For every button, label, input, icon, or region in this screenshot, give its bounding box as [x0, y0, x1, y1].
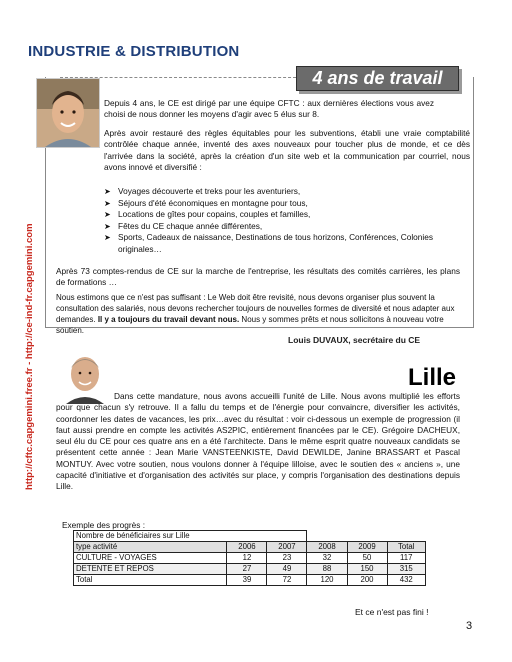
signature: Louis DUVAUX, secrétaire du CE: [288, 335, 421, 345]
table-header-cell: 2008: [307, 542, 347, 553]
list-item: [104, 198, 470, 210]
arrow-bullet-icon: ➤: [104, 221, 111, 231]
paragraph-emphasis: Il y a toujours du travail devant nous.: [95, 315, 240, 324]
portrait-man-icon: [37, 79, 99, 147]
table-cell: 200: [347, 575, 387, 586]
table-cell: 432: [387, 575, 425, 586]
list-item: [104, 209, 470, 221]
table-cell: 32: [307, 553, 347, 564]
table-cell: 315: [387, 564, 425, 575]
photo-author: [36, 78, 100, 148]
table-cell: Total: [74, 575, 227, 586]
table-cell: 88: [307, 564, 347, 575]
arrow-bullet-icon: ➤: [104, 198, 111, 208]
table-cell: 23: [267, 553, 307, 564]
paragraph-text-end: Nous y sommes prêts et nous sollicitons à nouveau votre soutien.: [56, 315, 444, 335]
table-cell: 49: [267, 564, 307, 575]
table-header-cell: 2009: [347, 542, 387, 553]
table-cell: 150: [347, 564, 387, 575]
table-total-row: [74, 575, 426, 586]
list-item-text: Sports, Cadeaux de naissance, Destinations de tous horizons, Conférences, Colonies originales…: [118, 232, 434, 254]
table-header-row: [74, 542, 426, 553]
body-paragraph-1: Après avoir restauré des règles équitables pour les subventions, établi une vraie comptabilité contrôlée chaque année, inventé des axes nouveaux pour toucher plus de monde, et ce dès l'arrivée dans la société, après la création d'un site web et la communication par courriel, nous avons innové et diversifié :: [104, 128, 470, 172]
arrow-bullet-icon: ➤: [104, 187, 111, 196]
closing-note: Et ce n'est pas fini !: [355, 607, 429, 617]
list-item-text: Fêtes du CE chaque année différentes,: [118, 220, 263, 231]
arrow-bullet-icon: ➤: [104, 210, 111, 219]
table-caption: Nombre de bénéficiaires sur Lille: [74, 531, 307, 542]
table-row: [74, 564, 426, 575]
page-number: 3: [466, 620, 473, 632]
table-cell: DETENTE ET REPOS: [74, 564, 227, 575]
badge-four-years: 4 ans de travail: [296, 66, 459, 91]
table-cell: 72: [267, 575, 307, 586]
table-cell: CULTURE - VOYAGES: [74, 553, 227, 564]
arrow-bullet-icon: ➤: [104, 233, 111, 242]
lille-title: Lille: [408, 364, 457, 391]
table-header-cell: 2007: [267, 542, 307, 553]
table-cell: 120: [307, 575, 347, 586]
body-paragraph-2: Après 73 comptes-rendus de CE sur la marche de l'entreprise, les résultats des comités carrières, les plans de formations …: [56, 266, 460, 288]
table-cell: 117: [387, 553, 425, 564]
intro-paragraph: Depuis 4 ans, le CE est dirigé par une équipe CFTC : aux dernières élections vous avez choisi de nous donner les moyens d'agir avec 5 élus sur 8.: [104, 98, 434, 120]
table-cell: 50: [347, 553, 387, 564]
table-cell: 12: [227, 553, 267, 564]
list-item-text: Voyages découverte et treks pour les aventuriers,: [118, 186, 301, 196]
table-header-cell: Total: [387, 542, 425, 553]
list-item: [104, 232, 470, 255]
section-title: INDUSTRIE & DISTRIBUTION: [28, 43, 240, 60]
table-row: [74, 553, 426, 564]
progress-example-label: Exemple des progrès :: [62, 520, 146, 530]
table-header-cell: type activité: [74, 542, 227, 553]
list-item-text: Séjours d'été économiques en montagne pour tous,: [118, 197, 308, 208]
table-cell: 39: [227, 575, 267, 586]
body-paragraph-3: [56, 292, 470, 336]
list-item: [104, 186, 470, 198]
beneficiaries-table: [73, 530, 426, 586]
table-cell: 27: [227, 564, 267, 575]
list-item-text: Locations de gîtes pour copains, couples et familles,: [118, 209, 311, 219]
paragraph-text: Nous estimons que ce n'est pas suffisant : Le Web doit être revisité, nous devons organiser plus souvent la consultation des salariés, nous devons rechercher toujours de nouvelles formes de diversité et nous adapter aux demandes.: [56, 293, 455, 324]
table-header-cell: 2006: [227, 542, 267, 553]
table-caption-filler: [307, 531, 426, 542]
lille-paragraph: Dans cette mandature, nous avons accueilli l'unité de Lille. Nous avons multiplié les efforts pour que chacun s'y retrouve. Il a fallu du temps et de l'énergie pour convaincre, diversifier les activités, coordonner les dates de vacances, les prix…avec du résultat : voir ci-dessous un exemple de progression (il faut aussi prendre en compte les activités AS2PIC, entièrement financées par le CE). Grégoire DACHEUX, seul élu du CE pour ces quatre ans en a été l'architecte. Dans le même esprit quatre nouveaux candidats se présentent cette année : Jean Marie VANSTEENKISTE, David DEWILDE, Janine BRASSART et Pascal MONTUY. Avec votre soutien, nous voulons donner à l'équipe lilloise, avec le soutien des « anciens », une capacité d'initiative et d'organisation des activités sur place, y compris l'organisation des destinations depuis Lille.: [56, 391, 460, 492]
activities-list: [104, 186, 470, 255]
list-item: [104, 221, 470, 233]
